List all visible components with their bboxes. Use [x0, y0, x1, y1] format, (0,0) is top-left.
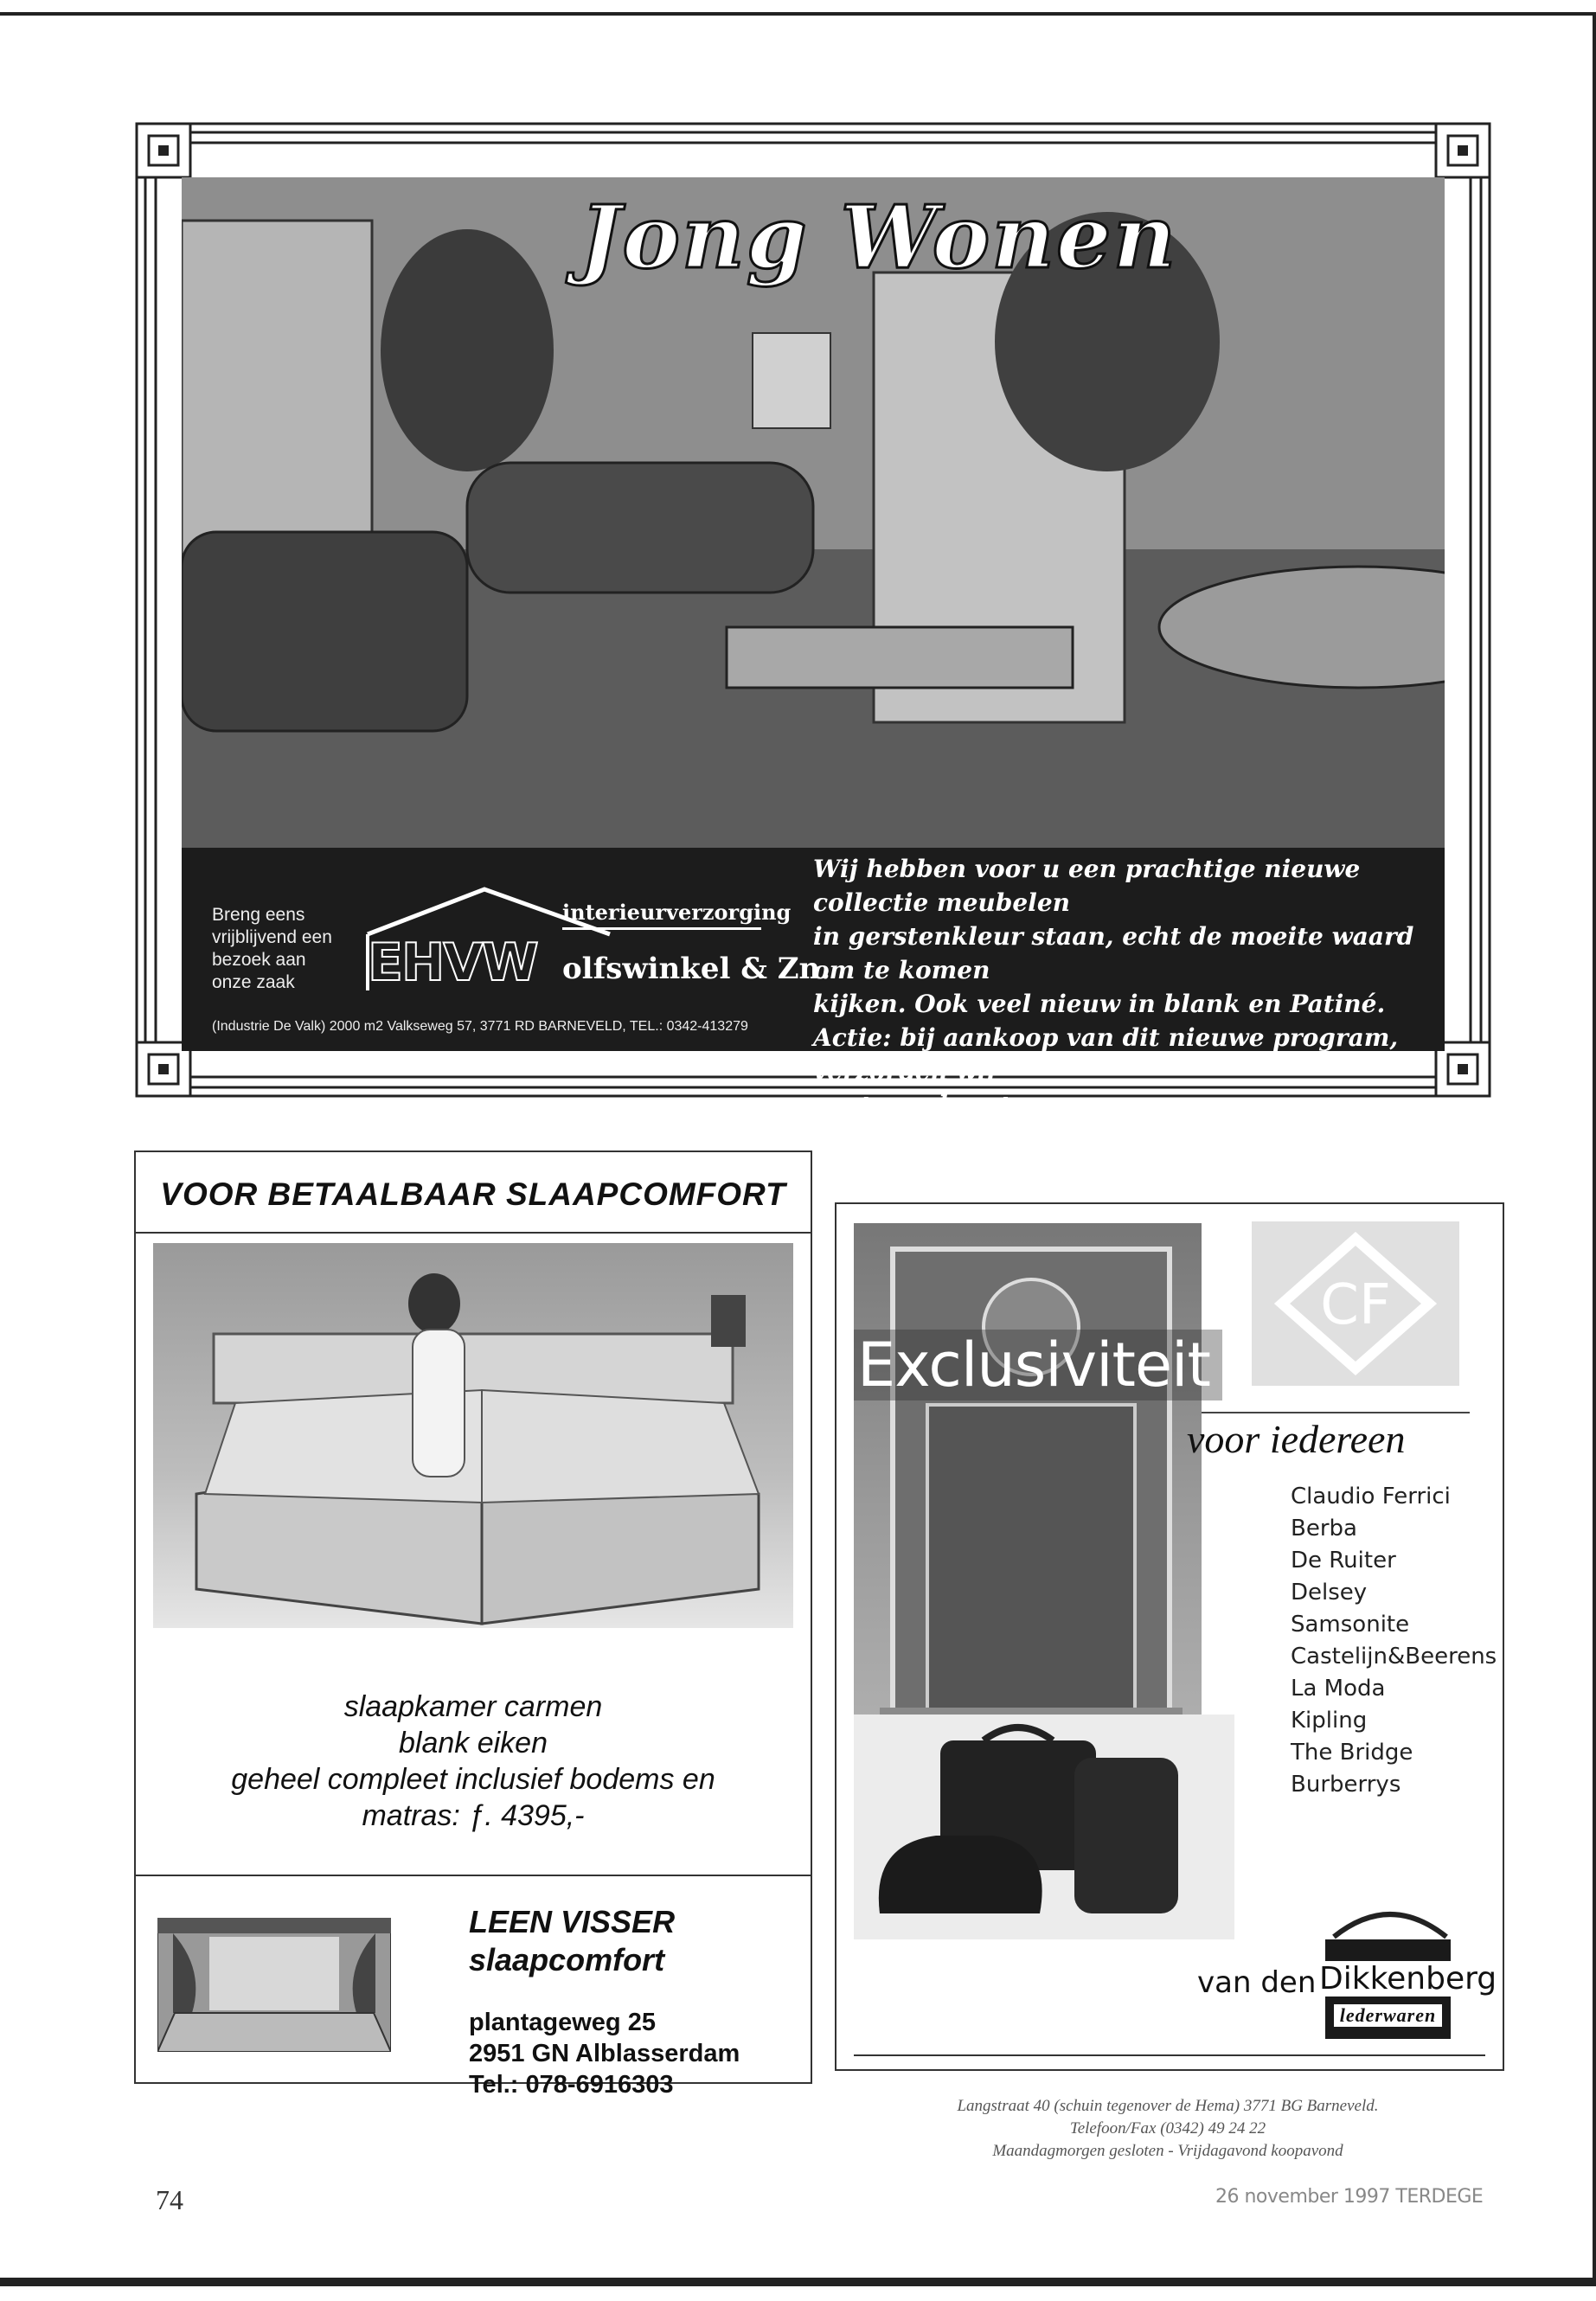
company-address [469, 2007, 740, 2100]
promo-line: Wij hebben voor u een prachtige nieuwe collectie meubelen [813, 855, 1361, 917]
promo-text [813, 852, 1436, 1122]
ad-title: Jong Wonen [580, 186, 1178, 288]
promo-line: kijken. Ook veel nieuw in blank en Patiné. [813, 990, 1386, 1018]
bedroom-photo [153, 1243, 793, 1628]
store-prefix: van den [1197, 1965, 1317, 2000]
throne-illustration [854, 1223, 1202, 1794]
bedroom-illustration [153, 1243, 793, 1628]
right-advertisement [835, 1202, 1504, 2071]
store-address [852, 2069, 1484, 2163]
page-footer: 26 november 1997 TERDEGE [1215, 2186, 1484, 2208]
address-line: Telefoon/Fax (0342) 49 24 22 [1069, 2119, 1266, 2138]
visit-line: vrijblijvend een [212, 927, 332, 947]
page-number: 74 [156, 2184, 183, 2215]
product-line: blank eiken [398, 1727, 548, 1759]
brand-item: Berba [1291, 1516, 1357, 1541]
brand-item: De Ruiter [1291, 1548, 1396, 1574]
luggage-photo [854, 1715, 1234, 1939]
page-border-right [1593, 12, 1596, 2279]
product-line: matras: ƒ. 4395,- [362, 1799, 585, 1832]
store-name: Dikkenberg [1317, 1961, 1499, 1997]
visit-line: bezoek aan [212, 950, 306, 970]
address-line: plantageweg 25 [469, 2009, 656, 2036]
theater-curtain-logo-icon [157, 1918, 391, 2052]
logo-mark-text: CF [1320, 1273, 1391, 1337]
page-border-top [0, 12, 1596, 16]
brand-item: Kipling [1291, 1708, 1368, 1734]
headline: Exclusiviteit [854, 1330, 1222, 1400]
section-divider [136, 1875, 811, 1876]
visit-invitation [212, 904, 332, 994]
subheadline-rule [1202, 1412, 1470, 1413]
brand-item: Claudio Ferrici [1291, 1484, 1451, 1509]
company-line: slaapcomfort [469, 1942, 665, 1977]
address-line: Tel.: 078-6916303 [469, 2071, 674, 2099]
brand-item: Samsonite [1291, 1612, 1410, 1638]
headline: VOOR BETAALBAAR SLAAPCOMFORT [160, 1176, 786, 1212]
address-line: (Industrie De Valk) 2000 m2 Valkseweg 57, 3771 RD BARNEVELD, TEL.: 0342-413279 [212, 1019, 748, 1034]
address-rule [854, 2054, 1485, 2056]
promo-line: uw trouwkaarten. [813, 1091, 1053, 1119]
brand-item: The Bridge [1291, 1740, 1413, 1766]
subheadline: voor iedereen [1187, 1417, 1406, 1461]
store-subtitle: lederwaren [1334, 2004, 1442, 2027]
company-name [469, 1903, 675, 1979]
left-advertisement [134, 1150, 812, 2099]
address-line: 2951 GN Alblasserdam [469, 2040, 740, 2067]
product-line: geheel compleet inclusief bodems en [231, 1763, 715, 1796]
bags-illustration [854, 1715, 1234, 1939]
visit-line: onze zaak [212, 972, 295, 992]
handbag-handle-icon [1325, 1900, 1455, 1939]
address-line: Maandagmorgen gesloten - Vrijdagavond koopavond [992, 2142, 1343, 2160]
shop-name: olfswinkel & Zn. [562, 952, 831, 986]
service-label: interieurverzorging [562, 900, 792, 925]
logo-divider [562, 927, 761, 930]
logo-letters: EHVW [368, 933, 537, 993]
page-border-bottom [0, 2278, 1596, 2286]
promo-line: in gerstenkleur staan, echt de moeite waard om te komen [813, 922, 1414, 984]
brand-item: Burberrys [1291, 1772, 1401, 1798]
brand-item: Castelijn&Beerens [1291, 1644, 1497, 1670]
visit-line: Breng eens [212, 905, 305, 925]
company-line: LEEN VISSER [469, 1904, 676, 1939]
headline-divider [136, 1232, 811, 1234]
brand-logo-icon [1252, 1221, 1459, 1386]
brand-item: La Moda [1291, 1676, 1386, 1702]
product-line: slaapkamer carmen [343, 1690, 603, 1723]
brand-list [1291, 1481, 1497, 1801]
product-description [136, 1689, 811, 1834]
promo-line: Actie: bij aankoop van dit nieuwe program, verzorgen wij [813, 1023, 1399, 1086]
throne-photo [854, 1223, 1202, 1794]
brand-item: Delsey [1291, 1580, 1368, 1606]
address-line: Langstraat 40 (schuin tegenover de Hema) 3771 BG Barneveld. [957, 2097, 1379, 2115]
